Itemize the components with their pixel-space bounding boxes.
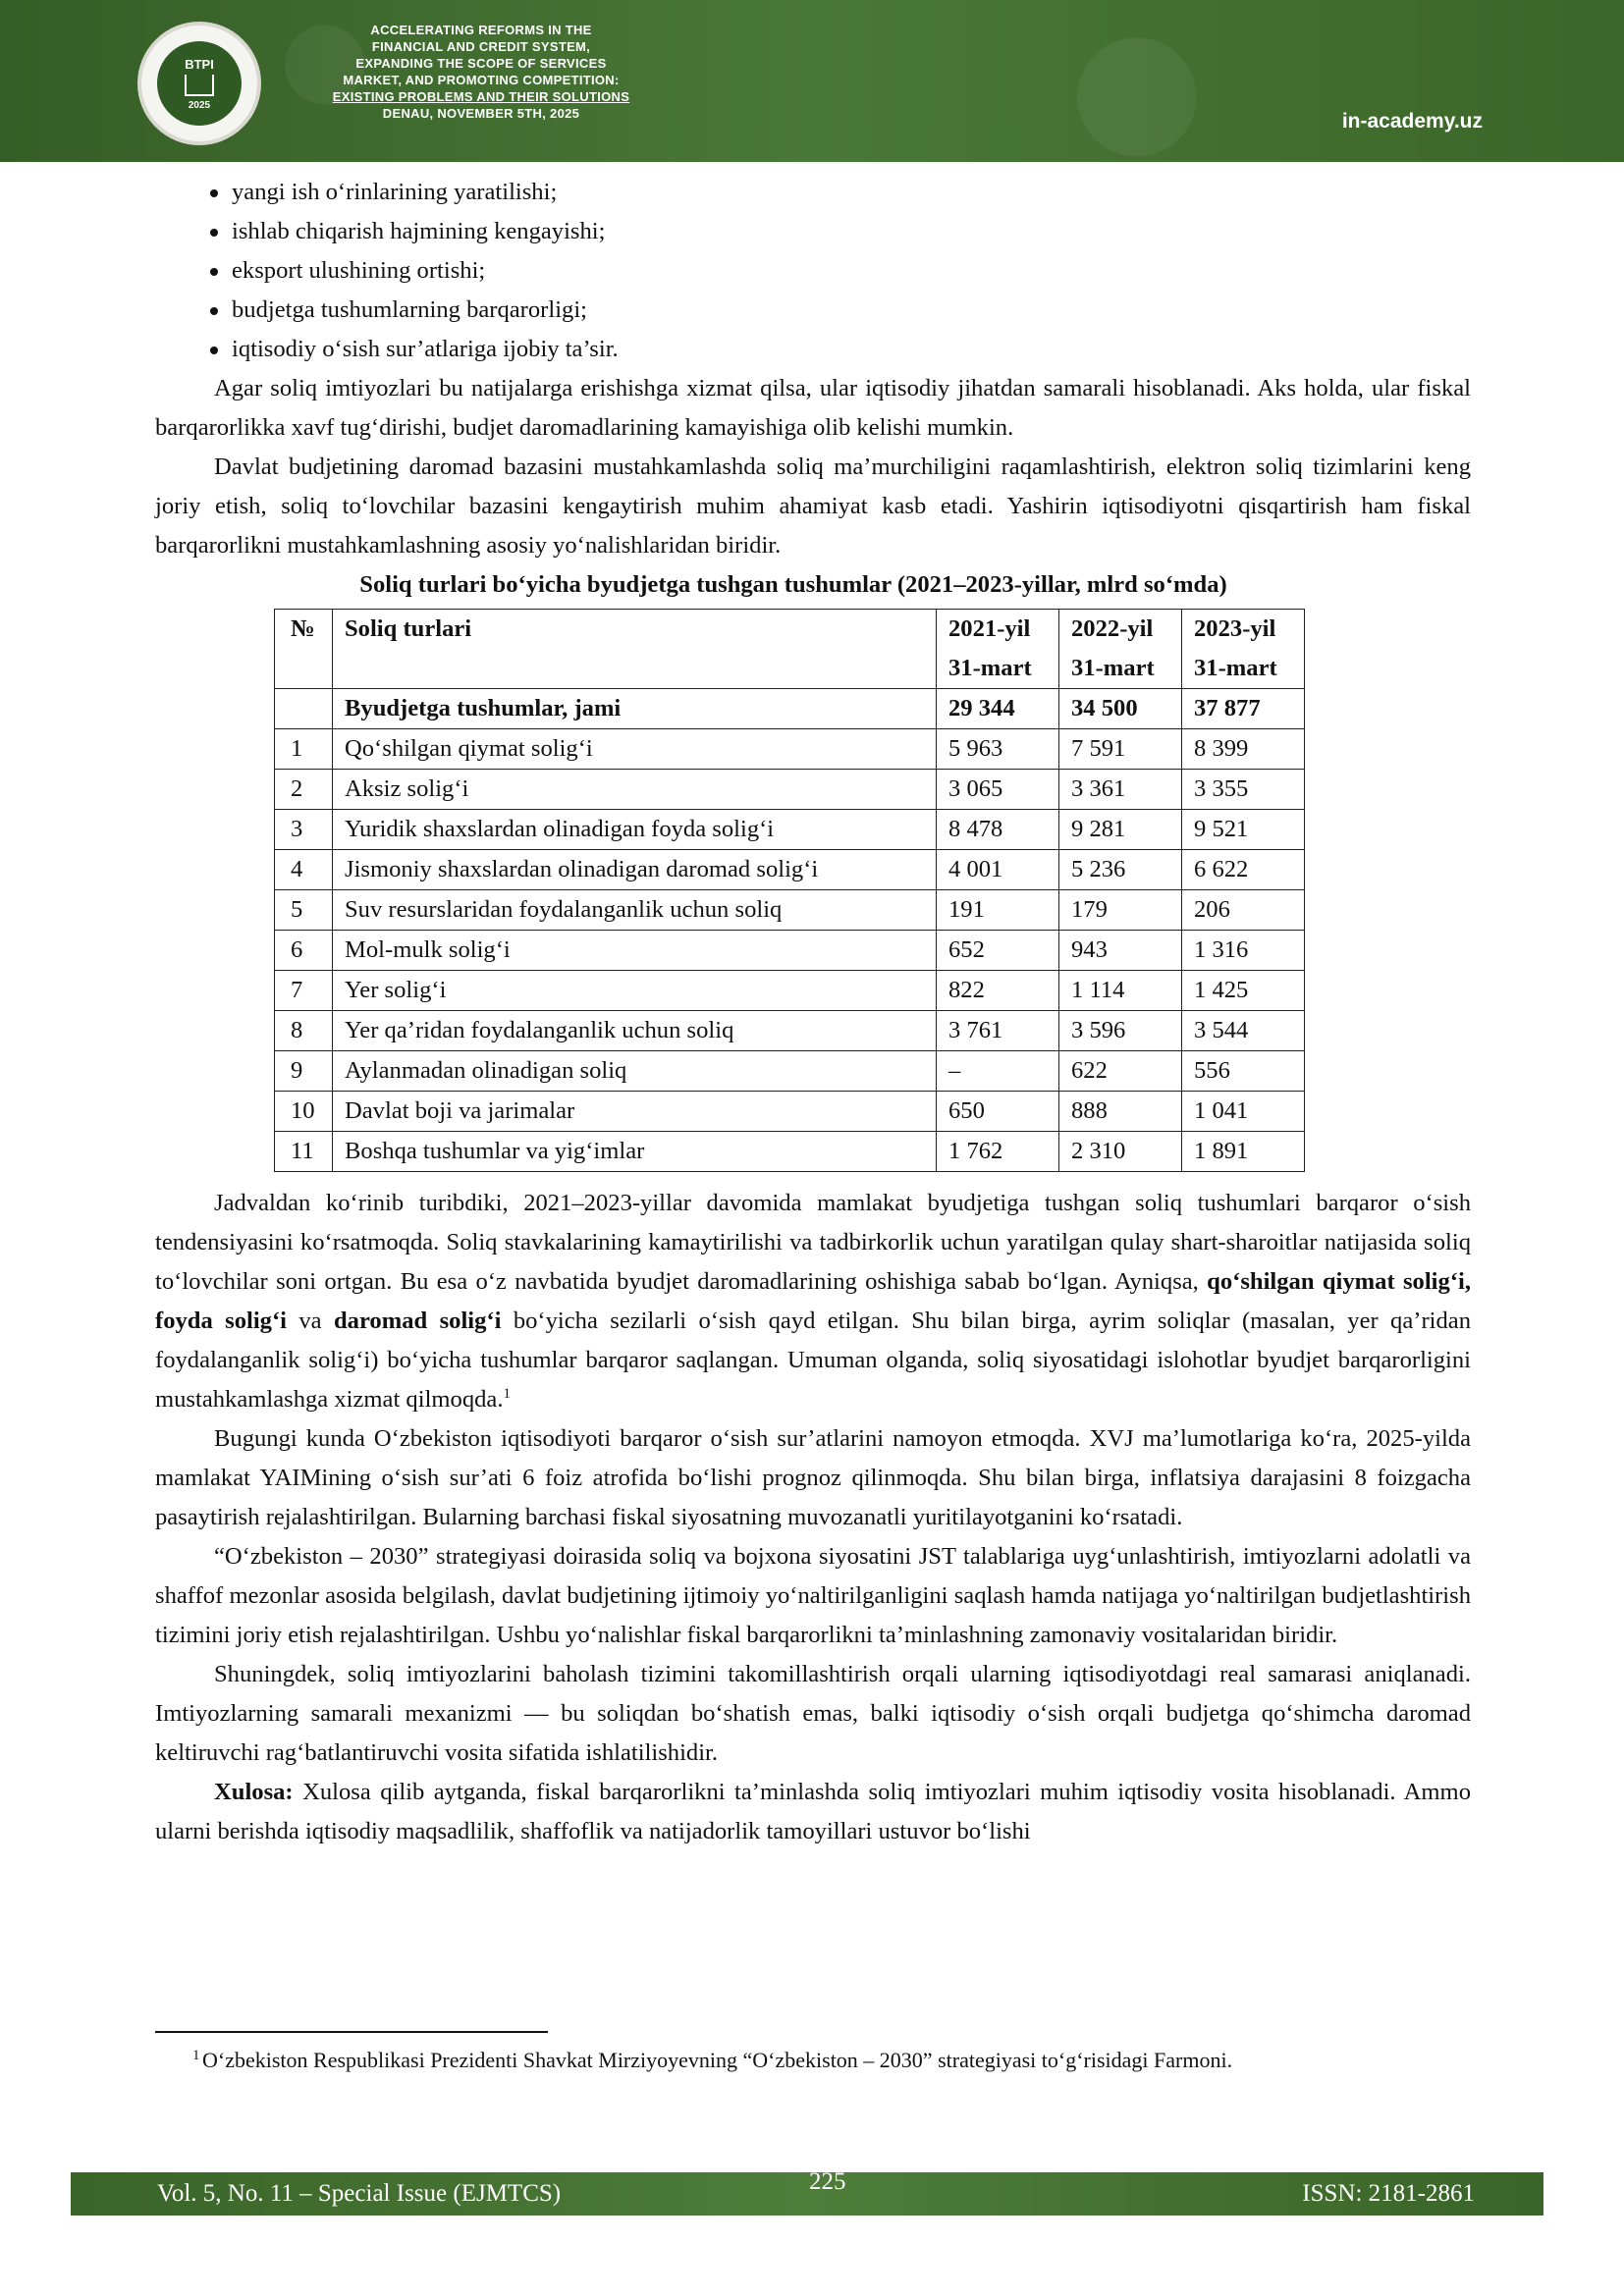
row-2022: 888 (1059, 1092, 1182, 1132)
table-row (275, 1051, 1305, 1092)
table-row (275, 810, 1305, 850)
header-date: 31-mart (948, 655, 1032, 681)
paragraph: Davlat budjetining daromad bazasini mustahkamlashda soliq ma’murchiligini raqamlashtirish, elektron soliq tizimlarini keng joriy etish, soliq to‘lovchilar bazasini kengaytirish muhim ahamiyat kasb etadi. Yashirin iqtisodiyotni qisqartirish ham fiskal barqarorlikni mustahkamlashning asosiy yo‘nalishlaridan biridir. (155, 454, 1471, 559)
conference-line: ACCELERATING REFORMS IN THE (370, 23, 592, 37)
issn: ISSN: 2181-2861 (1302, 2180, 1475, 2207)
logo-emblem (157, 41, 242, 126)
row-2023: 1 041 (1182, 1092, 1305, 1132)
row-2022: 2 310 (1059, 1132, 1182, 1172)
table-row (275, 890, 1305, 931)
row-num: 4 (275, 850, 333, 890)
site-link[interactable]: in-academy.uz (1341, 110, 1483, 133)
paragraph: Shuningdek, soliq imtiyozlarini baholash tizimini takomillashtirish orqali ularning iqtisodiyotdagi real samarasi aniqlanadi. Imtiyozlarning samarali mexanizmi — bu soliqdan bo‘shatish emas, balki iqtisodiy o‘sish orqali budjetga qo‘shimcha daromad keltiruvchi rag‘batlantiruvchi vosita sifatida ishlatilishidir. (155, 1661, 1471, 1766)
conference-logo (137, 22, 261, 145)
footer-banner (71, 2168, 1543, 2216)
table-row (275, 1132, 1305, 1172)
conclusion-paragraph (155, 1773, 1471, 1851)
journal-volume: Vol. 5, No. 11 – Special Issue (EJMTCS) (157, 2180, 562, 2207)
row-2021: 4 001 (937, 850, 1059, 890)
row-name: Qo‘shilgan qiymat solig‘i (333, 729, 937, 770)
header-banner (0, 0, 1624, 162)
table-row (275, 931, 1305, 971)
list-item: eksport ulushining ortishi; (232, 251, 1471, 291)
row-num: 8 (275, 1011, 333, 1051)
bold-term: foyda solig‘i (155, 1308, 287, 1334)
table-row (275, 971, 1305, 1011)
total-2023: 37 877 (1182, 689, 1305, 729)
bold-term: daromad solig‘i (333, 1308, 502, 1334)
header-num: № (275, 610, 333, 689)
conference-line: FINANCIAL AND CREDIT SYSTEM, (371, 39, 591, 54)
row-2021: 1 762 (937, 1132, 1059, 1172)
table-row (275, 1011, 1305, 1051)
row-name: Jismoniy shaxslardan olinadigan daromad solig‘i (333, 850, 937, 890)
bold-term: qo‘shilgan qiymat solig‘i (1207, 1268, 1465, 1295)
analysis-paragraph (155, 1184, 1471, 1419)
page-number: 225 (809, 2168, 846, 2195)
bold-separator: , (1464, 1268, 1471, 1295)
header-2023 (1182, 610, 1305, 689)
row-2023: 206 (1182, 890, 1305, 931)
row-2021: 652 (937, 931, 1059, 971)
table-row (275, 850, 1305, 890)
row-2023: 556 (1182, 1051, 1305, 1092)
row-2021: 8 478 (937, 810, 1059, 850)
table-header-row (275, 610, 1305, 689)
row-2023: 9 521 (1182, 810, 1305, 850)
conclusion-label: Xulosa: (214, 1779, 294, 1805)
conference-line: EXPANDING THE SCOPE OF SERVICES (355, 56, 607, 71)
conference-line: EXISTING PROBLEMS AND THEIR SOLUTIONS (332, 89, 630, 104)
conclusion-text: Xulosa qilib aytganda, fiskal barqarorlikni ta’minlashda soliq imtiyozlari muhim iqtisodiy vosita hisoblanadi. Ammo ularni berishda iqtisodiy maqsadlilik, shaffoflik va natijadorlik tamoyillari ustuvor bo‘lishi (155, 1779, 1471, 1844)
footnote (192, 2044, 1471, 2076)
row-2022: 7 591 (1059, 729, 1182, 770)
row-2022: 179 (1059, 890, 1182, 931)
list-item: ishlab chiqarish hajmining kengayishi; (232, 212, 1471, 251)
list-item: iqtisodiy o‘sish sur’atlariga ijobiy ta’sir. (232, 330, 1471, 369)
row-2022: 622 (1059, 1051, 1182, 1092)
row-name: Boshqa tushumlar va yig‘imlar (333, 1132, 937, 1172)
row-num: 9 (275, 1051, 333, 1092)
row-2022: 3 361 (1059, 770, 1182, 810)
row-num: 3 (275, 810, 333, 850)
header-2021 (937, 610, 1059, 689)
analysis-text: Jadvaldan ko‘rinib turibdiki, 2021–2023-yillar davomida mamlakat byudjetiga tushgan soliq tushumlari barqaror o‘sish tendensiyasini ko‘rsatmoqda. Soliq stavkalarining kamaytirilishi va tadbirkorlik uchun yaratilgan qulay shart-sharoitlar natijasida soliq to‘lovchilar soni ortgan. Bu esa o‘z navbatida byudjet daromadlarining oshishiga sabab bo‘lgan. Ayniqsa, (155, 1190, 1471, 1295)
table-row (275, 729, 1305, 770)
row-2023: 1 316 (1182, 931, 1305, 971)
row-2021: 5 963 (937, 729, 1059, 770)
row-2023: 3 544 (1182, 1011, 1305, 1051)
footnote-divider (155, 2031, 548, 2033)
footnote-number: 1 (192, 2048, 200, 2063)
row-2022: 943 (1059, 931, 1182, 971)
total-name: Byudjetga tushumlar, jami (333, 689, 937, 729)
row-num: 2 (275, 770, 333, 810)
paragraph: “O‘zbekiston – 2030” strategiyasi doirasida soliq va bojxona siyosatini JST talablariga uyg‘unlashtirish, imtiyozlarni adolatli va shaffof mezonlar asosida belgilash, davlat budjetining ijtimoiy yo‘naltirilganligini saqlash hamda natijaga yo‘naltirilgan budjetlashtirish tizimini joriy etish rejalashtirilgan. Ushbu yo‘nalishlar fiskal barqarorlikni ta’minlashning zamonaviy vositalaridan biridir. (155, 1543, 1471, 1648)
row-2022: 3 596 (1059, 1011, 1182, 1051)
conference-title (295, 22, 668, 122)
row-name: Aksiz solig‘i (333, 770, 937, 810)
table-total-row (275, 689, 1305, 729)
row-name: Aylanmadan olinadigan soliq (333, 1051, 937, 1092)
bullet-list (155, 173, 1471, 369)
page-body (155, 173, 1471, 605)
row-2021: 3 761 (937, 1011, 1059, 1051)
logo-text-bottom: 2025 (188, 100, 211, 111)
paragraph: Agar soliq imtiyozlari bu natijalarga erishishga xizmat qilsa, ular iqtisodiy jihatdan samarali hisoblanadi. Aks holda, ular fiskal barqarorlikka xavf tug‘dirishi, budjet daromadlarining kamayishiga olib kelishi mumkin. (155, 375, 1471, 441)
analysis-text: va (287, 1308, 334, 1334)
row-num: 5 (275, 890, 333, 931)
row-2023: 1 891 (1182, 1132, 1305, 1172)
analysis-text: bo‘yicha sezilarli o‘sish qayd etilgan. Shu bilan birga, ayrim soliqlar (masalan, yer qa’ridan foydalanganlik solig‘i) bo‘yicha tushumlar barqaror saqlangan. Umuman olganda, soliq siyosatidagi islohotlar byudjet barqarorligini mustahkamlashga xizmat qilmoqda. (155, 1308, 1471, 1413)
row-2021: 3 065 (937, 770, 1059, 810)
logo-text-top: BTPI (185, 57, 214, 72)
row-num: 10 (275, 1092, 333, 1132)
total-2021: 29 344 (937, 689, 1059, 729)
row-2022: 9 281 (1059, 810, 1182, 850)
header-date: 31-mart (1194, 655, 1277, 681)
row-num: 11 (275, 1132, 333, 1172)
row-name: Davlat boji va jarimalar (333, 1092, 937, 1132)
header-year: 2022-yil (1071, 615, 1154, 642)
row-2023: 1 425 (1182, 971, 1305, 1011)
header-year: 2023-yil (1194, 615, 1276, 642)
row-2021: – (937, 1051, 1059, 1092)
row-name: Yer qa’ridan foydalanganlik uchun soliq (333, 1011, 937, 1051)
list-item: budjetga tushumlarning barqarorligi; (232, 291, 1471, 330)
page-body-continued (155, 1184, 1471, 1851)
row-2023: 3 355 (1182, 770, 1305, 810)
header-2022 (1059, 610, 1182, 689)
row-num: 1 (275, 729, 333, 770)
footnote-ref[interactable]: 1 (503, 1385, 511, 1402)
list-item: yangi ish o‘rinlarining yaratilishi; (232, 173, 1471, 212)
table-row (275, 770, 1305, 810)
row-2023: 8 399 (1182, 729, 1305, 770)
row-num: 6 (275, 931, 333, 971)
book-icon (185, 75, 214, 96)
header-year: 2021-yil (948, 615, 1031, 642)
header-name: Soliq turlari (333, 610, 937, 689)
row-2022: 5 236 (1059, 850, 1182, 890)
conference-date: DENAU, NOVEMBER 5TH, 2025 (382, 106, 580, 121)
row-num: 7 (275, 971, 333, 1011)
conference-line: MARKET, AND PROMOTING COMPETITION: (343, 73, 620, 87)
paragraph: Bugungi kunda O‘zbekiston iqtisodiyoti barqaror o‘sish sur’atlarini namoyon etmoqda. XVJ ma’lumotlariga ko‘ra, 2025-yilda mamlakat YAIMining o‘sish sur’ati 6 foiz atrofida bo‘lishi prognoz qilinmoqda. Shu bilan birga, inflatsiya darajasini 8 foizgacha pasaytirish rejalashtirilgan. Bularning barchasi fiskal siyosatning muvozanatli yuritilayotganini ko‘rsatadi. (155, 1425, 1471, 1530)
row-name: Yer solig‘i (333, 971, 937, 1011)
row-2021: 650 (937, 1092, 1059, 1132)
row-2022: 1 114 (1059, 971, 1182, 1011)
row-2021: 822 (937, 971, 1059, 1011)
total-2022: 34 500 (1059, 689, 1182, 729)
tax-revenue-table (274, 609, 1305, 1172)
total-num (275, 689, 333, 729)
footnote-text: O‘zbekiston Respublikasi Prezidenti Shavkat Mirziyoyevning “O‘zbekiston – 2030” strategiyasi to‘g‘risidagi Farmoni. (202, 2048, 1233, 2072)
header-date: 31-mart (1071, 655, 1155, 681)
table-caption: Soliq turlari bo‘yicha byudjetga tushgan tushumlar (2021–2023-yillar, mlrd so‘mda) (359, 571, 1227, 598)
row-name: Suv resurslaridan foydalanganlik uchun soliq (333, 890, 937, 931)
row-2023: 6 622 (1182, 850, 1305, 890)
row-name: Yuridik shaxslardan olinadigan foyda solig‘i (333, 810, 937, 850)
row-name: Mol-mulk solig‘i (333, 931, 937, 971)
table-row (275, 1092, 1305, 1132)
row-2021: 191 (937, 890, 1059, 931)
